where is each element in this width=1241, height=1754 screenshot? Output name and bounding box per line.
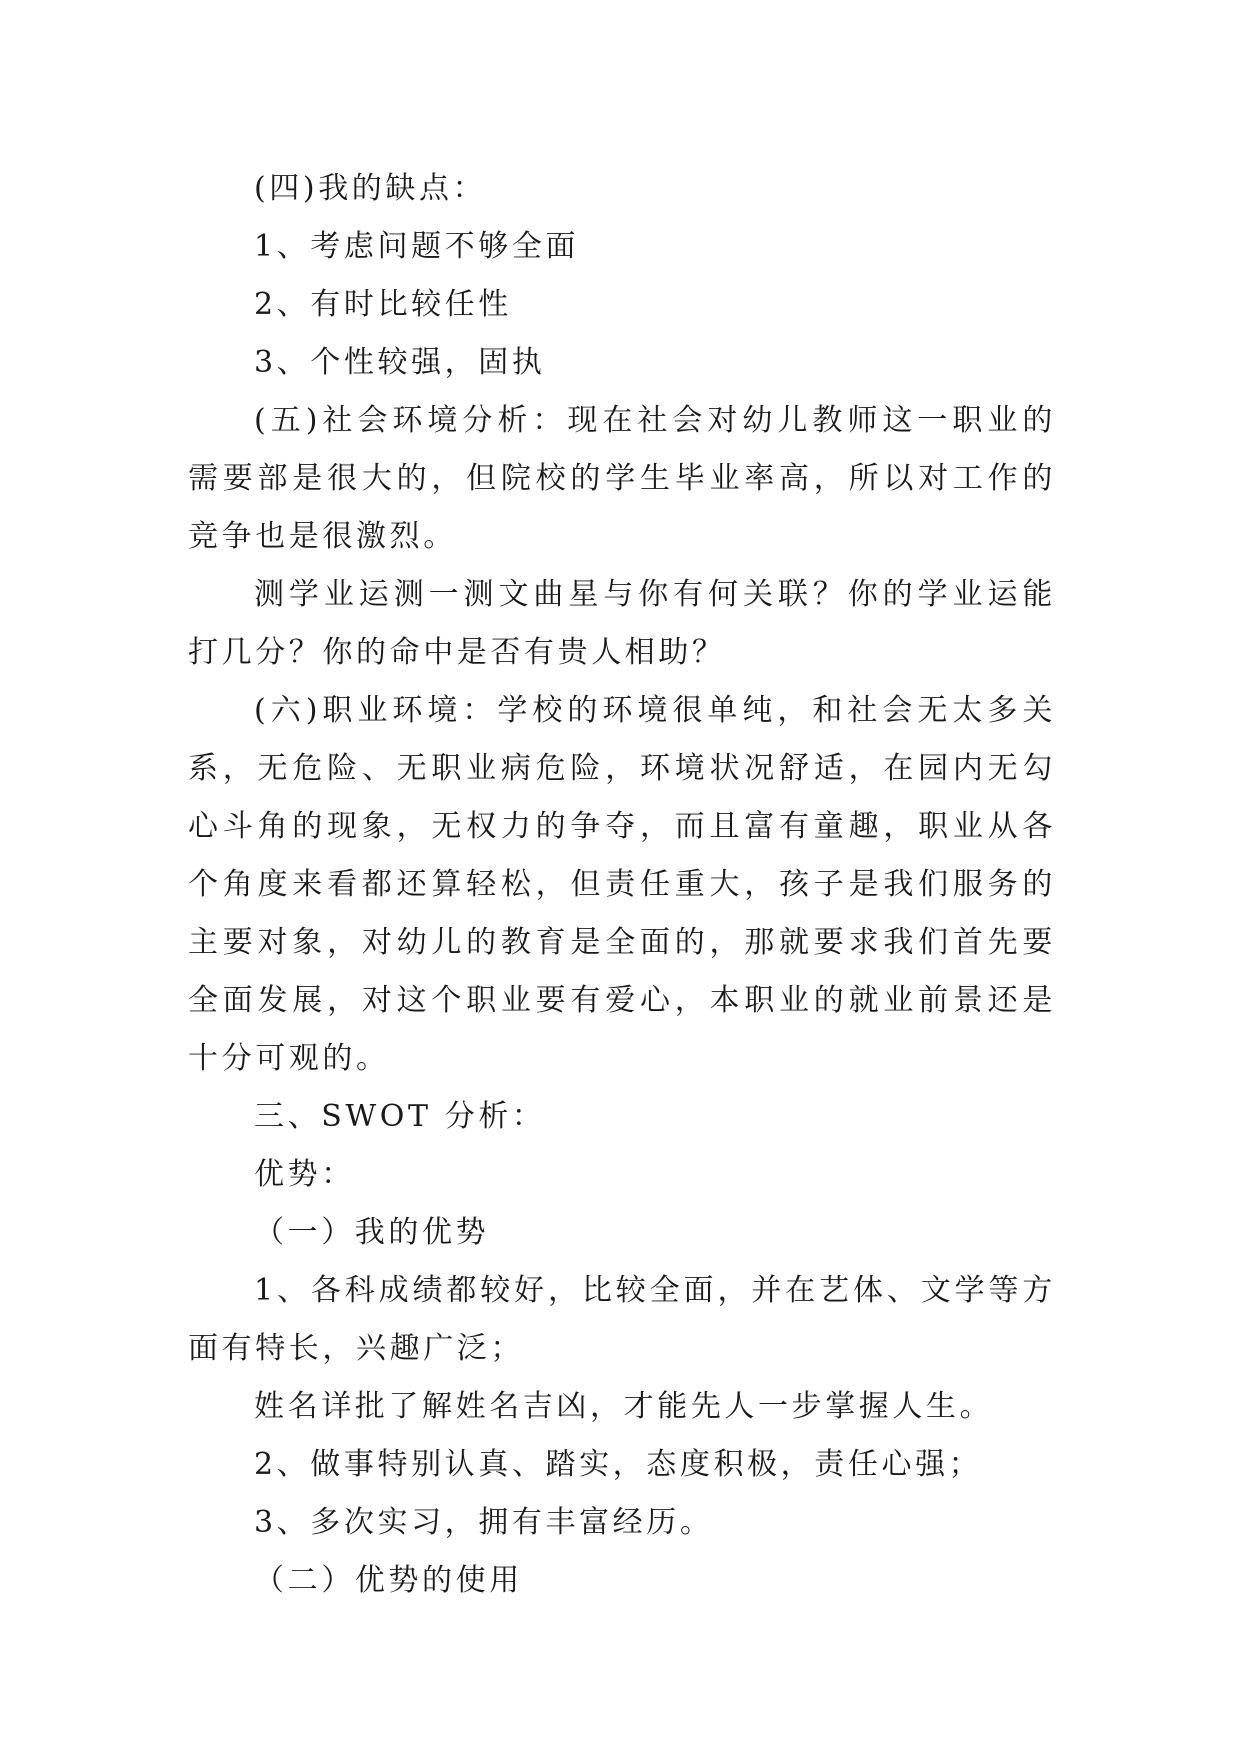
study-fortune-paragraph: 测学业运测一测文曲星与你有何关联？你的学业运能打几分？你的命中是否有贵人相助？ — [188, 577, 1056, 670]
weakness-item-3: 3、个性较强，固执 — [254, 345, 546, 380]
strength-item-2: 2、做事特别认真、踏实，态度积极，责任心强； — [254, 1447, 983, 1482]
strength-usage-heading: （二）优势的使用 — [254, 1563, 523, 1598]
swot-heading: 三、SWOT 分析： — [254, 1099, 546, 1134]
name-analysis-paragraph: 姓名详批了解姓名吉凶，才能先人一步掌握人生。 — [254, 1389, 994, 1424]
strength-item-3: 3、多次实习，拥有丰富经历。 — [254, 1505, 714, 1540]
social-environment-paragraph: (五)社会环境分析：现在社会对幼儿教师这一职业的需要部是很大的，但院校的学生毕业率高，所以对工作的竞争也是很激烈。 — [188, 403, 1056, 554]
career-environment-paragraph: (六)职业环境：学校的环境很单纯，和社会无太多关系，无危险、无职业病危险，环境状况舒适，在园内无勾心斗角的现象，无权力的争夺，而且富有童趣，职业从各个角度来看都还算轻松，但责任重大，孩子是我们服务的主要对象，对幼儿的教育是全面的，那就要求我们首先要全面发展，对这个职业要有爱心，本职业的就业前景还是十分可观的。 — [188, 693, 1056, 1076]
document-body — [188, 160, 1056, 1610]
strengths-heading: 优势： — [254, 1157, 355, 1192]
weakness-item-2: 2、有时比较任性 — [254, 287, 512, 322]
my-strengths-heading: （一）我的优势 — [254, 1215, 490, 1250]
weakness-heading: (四)我的缺点： — [254, 171, 487, 206]
strength-item-1: 1、各科成绩都较好，比较全面，并在艺体、文学等方面有特长，兴趣广泛； — [188, 1273, 1056, 1366]
weakness-item-1: 1、考虑问题不够全面 — [254, 229, 580, 264]
